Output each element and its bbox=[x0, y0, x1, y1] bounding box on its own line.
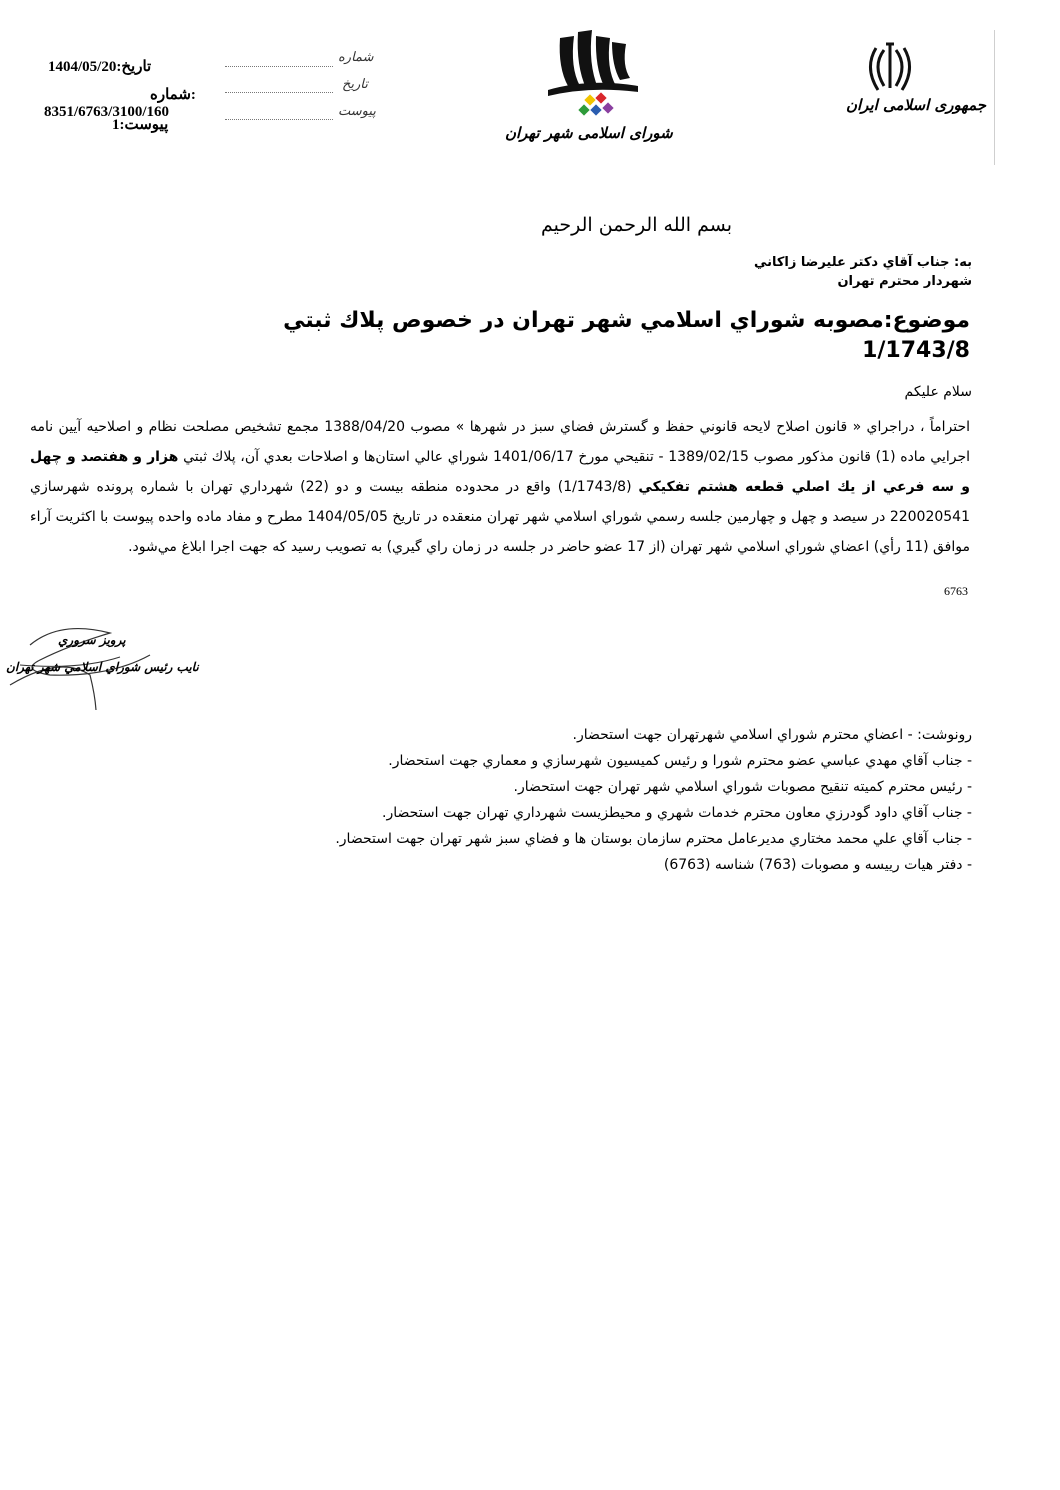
recipient-title: شهردار محترم تهران bbox=[837, 274, 972, 289]
cc-item: - دفتر هيات رييسه و مصوبات (763) شناسه (6763) bbox=[663, 857, 972, 873]
greeting: سلام عليكم bbox=[904, 384, 972, 400]
paragraph-plot-description: هزار و هفتصد و چهل و سه فرعي از يك اصلي قطعه هشتم تفكيكي bbox=[30, 449, 970, 495]
date-value: 1404/05/20:تاریخ bbox=[48, 59, 152, 75]
header-divider bbox=[994, 30, 995, 165]
city-council-logo-graphic bbox=[540, 28, 650, 118]
iran-emblem-icon bbox=[866, 40, 914, 94]
number-label: :شماره bbox=[150, 87, 196, 103]
form-label-date: تاریخ bbox=[342, 77, 368, 92]
date-dotted-line bbox=[225, 92, 333, 93]
iran-emblem bbox=[866, 40, 914, 94]
cc-item: - جناب آقاي علي محمد مختاري مديرعامل محترم سازمان بوستان ها و فضاي سبز شهر تهران جهت استحضار. bbox=[335, 831, 972, 847]
signature bbox=[0, 615, 200, 715]
cc-item: - جناب آقاي مهدي عباسي عضو محترم شورا و رئيس كميسيون شهرسازي و معماري جهت استحضار. bbox=[388, 753, 972, 769]
document-code: 6763 bbox=[944, 584, 968, 598]
letter-number: 8351/6763/3100/160 bbox=[44, 104, 170, 120]
letter-paragraph bbox=[30, 412, 970, 562]
form-label-attachment: پیوست bbox=[338, 104, 376, 119]
cc-list bbox=[272, 722, 972, 878]
number-dotted-line bbox=[225, 66, 333, 67]
cc-item: رونوشت: - اعضاي محترم شوراي اسلامي شهرتهران جهت استحضار. bbox=[572, 727, 972, 743]
signatory-title: نايب رئيس شوراي اسلامي شهر تهران bbox=[6, 660, 199, 674]
city-council-logo bbox=[540, 28, 650, 118]
cc-item: - رئيس محترم كميته تنقيح مصوبات شوراي اسلامي شهر تهران جهت استحضار. bbox=[513, 779, 972, 795]
city-council-caption: شورای اسلامی شهر تهران bbox=[505, 124, 673, 142]
paragraph-part-a: احتراماً ، دراجراي « قانون اصلاح لايحه قانوني حفظ و گسترش فضاي سبز در شهرها » مصوب 1388/04/20 مجمع تشخيص مصلحت نظام و اصلاحيه آيين نامه اجرايي ماده (1) قانون مذكور مصوب 1389/02/15 - تنقيحي مورخ 1401/06/17 شوراي عالي استان‌ها و اصلاحات بعدي آن، پلاك ثبتي bbox=[30, 419, 971, 465]
cc-item: - جناب آقاي داود گودرزي معاون محترم خدمات شهري و محيطزيست شهرداري تهران جهت استحضار. bbox=[382, 805, 972, 821]
basmala: بسم الله الرحمن الرحيم bbox=[541, 214, 732, 236]
iran-emblem-caption: جمهوری اسلامی ایران bbox=[846, 96, 987, 114]
signatory-name: پرويز سروري bbox=[58, 633, 126, 647]
attachment-dotted-line bbox=[225, 119, 333, 120]
attachment-value: پیوست:1 bbox=[112, 117, 169, 133]
subject-line: موضوع:مصوبه شوراي اسلامي شهر تهران در خصوص پلاك ثبتي bbox=[283, 308, 970, 333]
recipient-line: به: جناب آقاي دكتر عليرضا زاكاني bbox=[753, 255, 972, 270]
subject-plot-number: 1/1743/8 bbox=[862, 338, 970, 363]
form-label-number: شماره bbox=[338, 50, 374, 65]
paragraph-part-c: (1/1743/8) واقع در محدوده منطقه بيست و دو (22) شهرداري تهران با شماره پرونده شهرسازي 220020541 در سيصد و چهل و چهارمين جلسه رسمي شوراي اسلامي شهر تهران منعقده در تاريخ 1404/05/05 مطرح و مفاد ماده واحده پيوست با اكثريت آراء موافق (11 رأي) اعضاي شوراي اسلامي شهر تهران (از 17 عضو حاضر در جلسه در زمان راي گيري) به تصويب رسيد كه جهت اجرا ابلاغ مي‌شود. bbox=[30, 479, 970, 555]
